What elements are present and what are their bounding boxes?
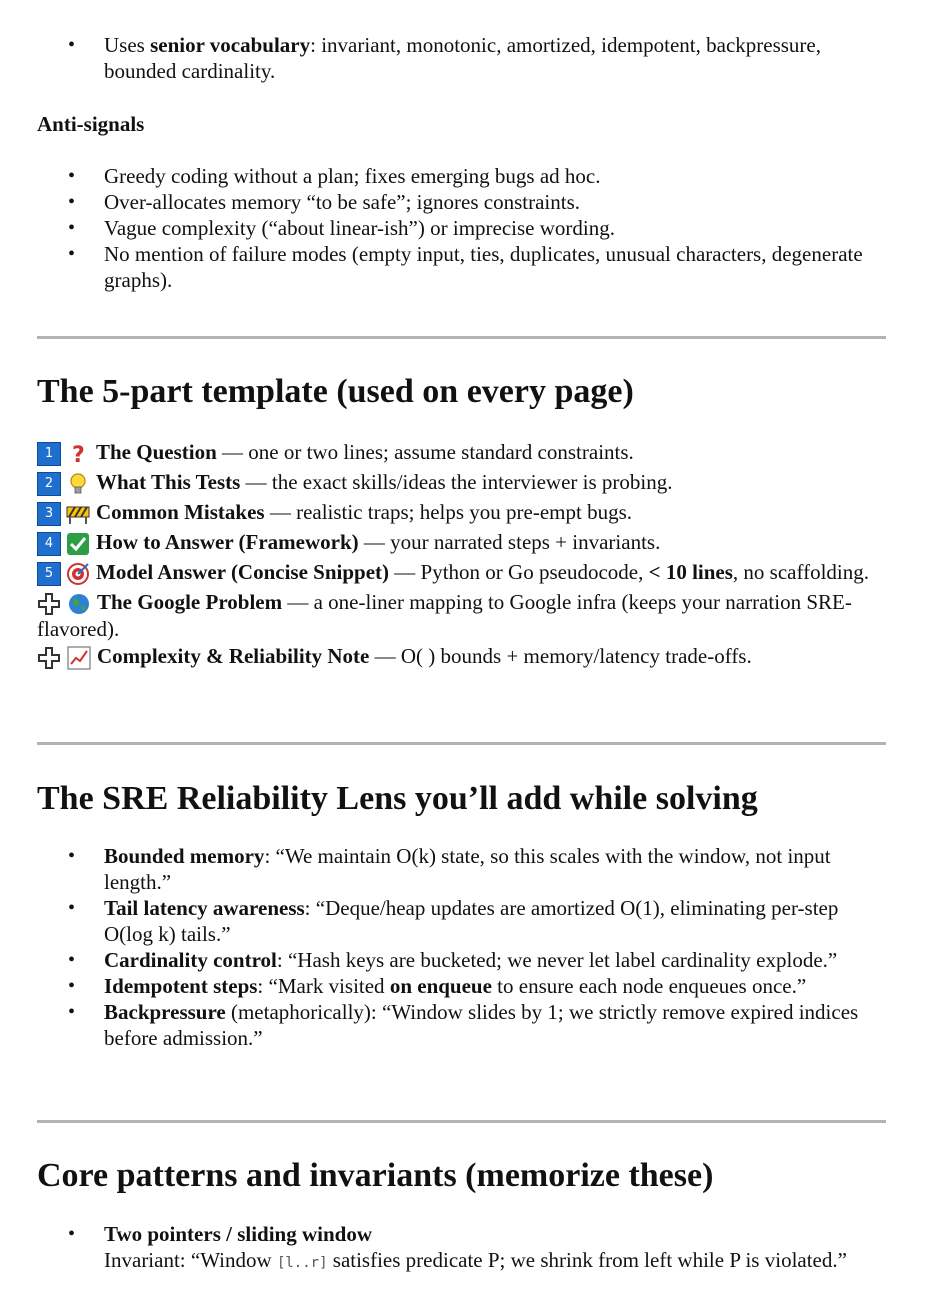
plus-icon	[37, 592, 61, 616]
section-divider	[37, 336, 886, 339]
section-divider	[37, 1120, 886, 1123]
check-mark-icon	[66, 532, 90, 556]
list-item: • Greedy coding without a plan; fixes emerging bugs ad hoc.	[0, 163, 889, 189]
template-item: Complexity & Reliability Note — O( ) bounds + memory/latency trade-offs.	[37, 643, 887, 673]
template-item: The Google Problem — a one-liner mapping to Google infra (keeps your narration SRE-flavored).	[37, 590, 852, 642]
list-item: • Bounded memory: “We maintain O(k) state, so this scales with the window, not input length.”	[0, 843, 889, 895]
core-section-title: Core patterns and invariants (memorize these)	[37, 1157, 714, 1194]
number-badge: 1	[37, 442, 61, 466]
target-icon	[66, 562, 90, 586]
question-mark-icon	[66, 442, 90, 466]
list-item: • Tail latency awareness: “Deque/heap updates are amortized O(1), eliminating per-step O(log k) tails.”	[0, 895, 889, 947]
list-item: • Backpressure (metaphorically): “Window slides by 1; we strictly remove expired indices before admission.”	[0, 999, 889, 1051]
list-item: • Idempotent steps: “Mark visited on enqueue to ensure each node enqueues once.”	[0, 973, 889, 999]
core-patterns-list	[0, 1221, 889, 1276]
list-item: • Uses senior vocabulary: invariant, monotonic, amortized, idempotent, backpressure, bounded cardinality.	[0, 32, 889, 84]
template-section-title: The 5-part template (used on every page)	[37, 373, 634, 410]
section-divider	[37, 742, 886, 745]
sre-lens-list	[0, 843, 889, 1051]
number-badge: 3	[37, 502, 61, 526]
lightbulb-icon	[66, 472, 90, 496]
globe-icon	[67, 592, 91, 616]
number-badge: 5	[37, 562, 61, 586]
template-item: 1 ? The Question — one or two lines; assume standard constraints.	[37, 439, 887, 469]
number-badge: 2	[37, 472, 61, 496]
top-bullet-list	[0, 32, 889, 84]
svg-text:?: ?	[72, 443, 85, 467]
inline-code: [l..r]	[276, 1255, 328, 1271]
sre-section-title: The SRE Reliability Lens you’ll add while solving	[37, 780, 758, 817]
plus-icon	[37, 646, 61, 670]
template-item: 5 Model Answer (Concise Snippet) — Python or Go pseudocode, < 10 lines, no scaffolding.	[37, 559, 887, 589]
number-badge: 4	[37, 532, 61, 556]
list-item: • Two pointers / sliding window Invariant: “Window [l..r] satisfies predicate P; we shrink from left while P is violated.”	[0, 1221, 889, 1276]
anti-signals-heading: Anti-signals	[37, 112, 145, 136]
template-item: 2 What This Tests — the exact skills/ideas the interviewer is probing.	[37, 469, 887, 499]
anti-signals-list	[0, 163, 889, 293]
chart-increasing-icon	[67, 646, 91, 670]
list-item: • No mention of failure modes (empty input, ties, duplicates, unusual characters, degenerate graphs).	[0, 241, 889, 293]
construction-barrier-icon	[66, 502, 90, 526]
template-item: 3 Common Mistakes — realistic traps; helps you pre-empt bugs.	[37, 499, 887, 529]
list-item: • Cardinality control: “Hash keys are bucketed; we never let label cardinality explode.”	[0, 947, 889, 973]
template-item: 4 How to Answer (Framework) — your narrated steps + invariants.	[37, 529, 887, 559]
template-list	[37, 439, 887, 673]
list-item: • Vague complexity (“about linear-ish”) or imprecise wording.	[0, 215, 889, 241]
list-item: • Over-allocates memory “to be safe”; ignores constraints.	[0, 189, 889, 215]
